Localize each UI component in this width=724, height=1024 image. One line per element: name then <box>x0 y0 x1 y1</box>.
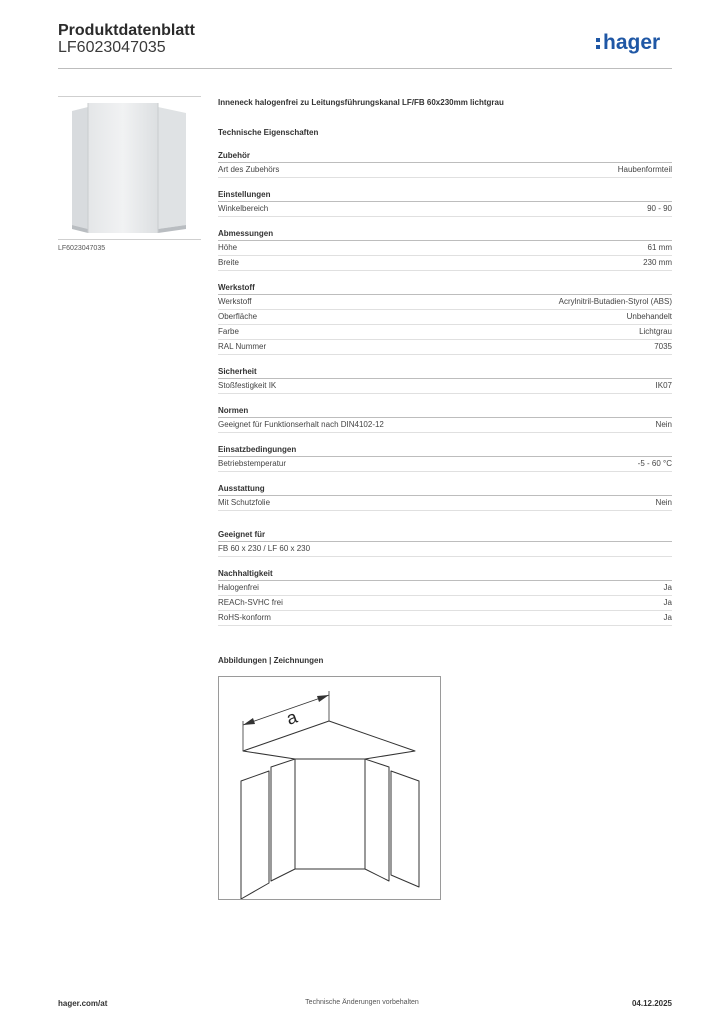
property-row <box>218 596 672 611</box>
property-section <box>218 282 672 355</box>
section-title: Einstellungen <box>218 189 672 202</box>
photo-caption: LF6023047035 <box>58 245 106 252</box>
property-value: Haubenformteil <box>617 165 672 174</box>
section-title: Abmessungen <box>218 228 672 241</box>
property-label: Breite <box>218 258 239 267</box>
footer-date: 04.12.2025 <box>631 999 672 1008</box>
header-divider <box>58 68 672 69</box>
property-label: Farbe <box>218 327 239 336</box>
property-row <box>218 256 672 271</box>
property-value: -5 - 60 °C <box>637 459 672 468</box>
sustainability-section <box>218 568 672 626</box>
section-title: Sicherheit <box>218 366 672 379</box>
property-label: Höhe <box>218 243 238 252</box>
section-title: Nachhaltigkeit <box>218 568 672 581</box>
property-label: Mit Schutzfolie <box>218 498 271 507</box>
property-value: Nein <box>655 498 672 507</box>
property-row <box>218 241 672 256</box>
product-details <box>218 96 672 626</box>
logo-text: hager <box>603 31 661 54</box>
property-value: IK07 <box>655 381 672 390</box>
dimension-a-label: a <box>283 706 300 729</box>
corner-drawing <box>219 677 440 899</box>
section-title: Ausstattung <box>218 483 672 496</box>
property-row <box>218 496 672 511</box>
property-value: Acrylnitril-Butadien-Styrol (ABS) <box>558 297 672 306</box>
property-label: Stoßfestigkeit IK <box>218 381 277 390</box>
drawings-title: Abbildungen | Zeichnungen <box>218 656 324 665</box>
property-section <box>218 150 672 178</box>
property-section <box>218 189 672 217</box>
property-label: Betriebstemperatur <box>218 459 287 468</box>
page-title: Produktdatenblatt <box>58 22 195 39</box>
property-section <box>218 228 672 271</box>
property-value: Ja <box>663 583 672 592</box>
property-section <box>218 366 672 394</box>
property-value: Ja <box>663 598 672 607</box>
property-row <box>218 325 672 340</box>
property-label: RAL Nummer <box>218 342 267 351</box>
technical-drawing <box>218 676 441 900</box>
property-label: RoHS-konform <box>218 613 271 622</box>
property-value: 90 - 90 <box>647 204 672 213</box>
property-row <box>218 295 672 310</box>
article-number: LF6023047035 <box>58 39 166 56</box>
property-row <box>218 379 672 394</box>
property-sections <box>218 150 672 511</box>
property-row <box>218 542 672 557</box>
suitable-section <box>218 529 672 557</box>
section-title: Zubehör <box>218 150 672 163</box>
spacer <box>218 511 672 529</box>
section-title: Einsatzbedingungen <box>218 444 672 457</box>
property-label: Werkstoff <box>218 297 252 306</box>
property-row <box>218 340 672 355</box>
property-row <box>218 581 672 596</box>
property-row <box>218 163 672 178</box>
product-description: Inneneck halogenfrei zu Leitungsführungskanal LF/FB 60x230mm lichtgrau <box>218 98 504 107</box>
property-value: 230 mm <box>643 258 672 267</box>
property-value: 7035 <box>654 342 672 351</box>
property-row <box>218 418 672 433</box>
product-photo <box>58 96 201 240</box>
property-label: Art des Zubehörs <box>218 165 280 174</box>
property-row <box>218 310 672 325</box>
technical-properties-title: Technische Eigenschaften <box>218 128 319 137</box>
footer-disclaimer: Technische Änderungen vorbehalten <box>305 999 419 1006</box>
property-value: Nein <box>655 420 672 429</box>
property-label: Geeignet für Funktionserhalt nach DIN4102-12 <box>218 420 384 429</box>
footer-website: hager.com/at <box>58 999 108 1008</box>
section-title: Werkstoff <box>218 282 672 295</box>
property-row <box>218 611 672 626</box>
property-label: Winkelbereich <box>218 204 269 213</box>
property-value: Ja <box>663 613 672 622</box>
property-section <box>218 405 672 433</box>
property-value: Lichtgrau <box>639 327 672 336</box>
property-section <box>218 444 672 472</box>
property-row <box>218 202 672 217</box>
property-label: Oberfläche <box>218 312 258 321</box>
section-title: Geeignet für <box>218 529 672 542</box>
property-value: 61 mm <box>647 243 672 252</box>
hager-logo <box>594 28 674 58</box>
property-section <box>218 483 672 511</box>
section-title: Normen <box>218 405 672 418</box>
product-photo-image <box>58 97 201 239</box>
property-label: Halogenfrei <box>218 583 259 592</box>
property-label: FB 60 x 230 / LF 60 x 230 <box>218 544 311 553</box>
property-value: Unbehandelt <box>626 312 672 321</box>
property-row <box>218 457 672 472</box>
property-label: REACh-SVHC frei <box>218 598 283 607</box>
